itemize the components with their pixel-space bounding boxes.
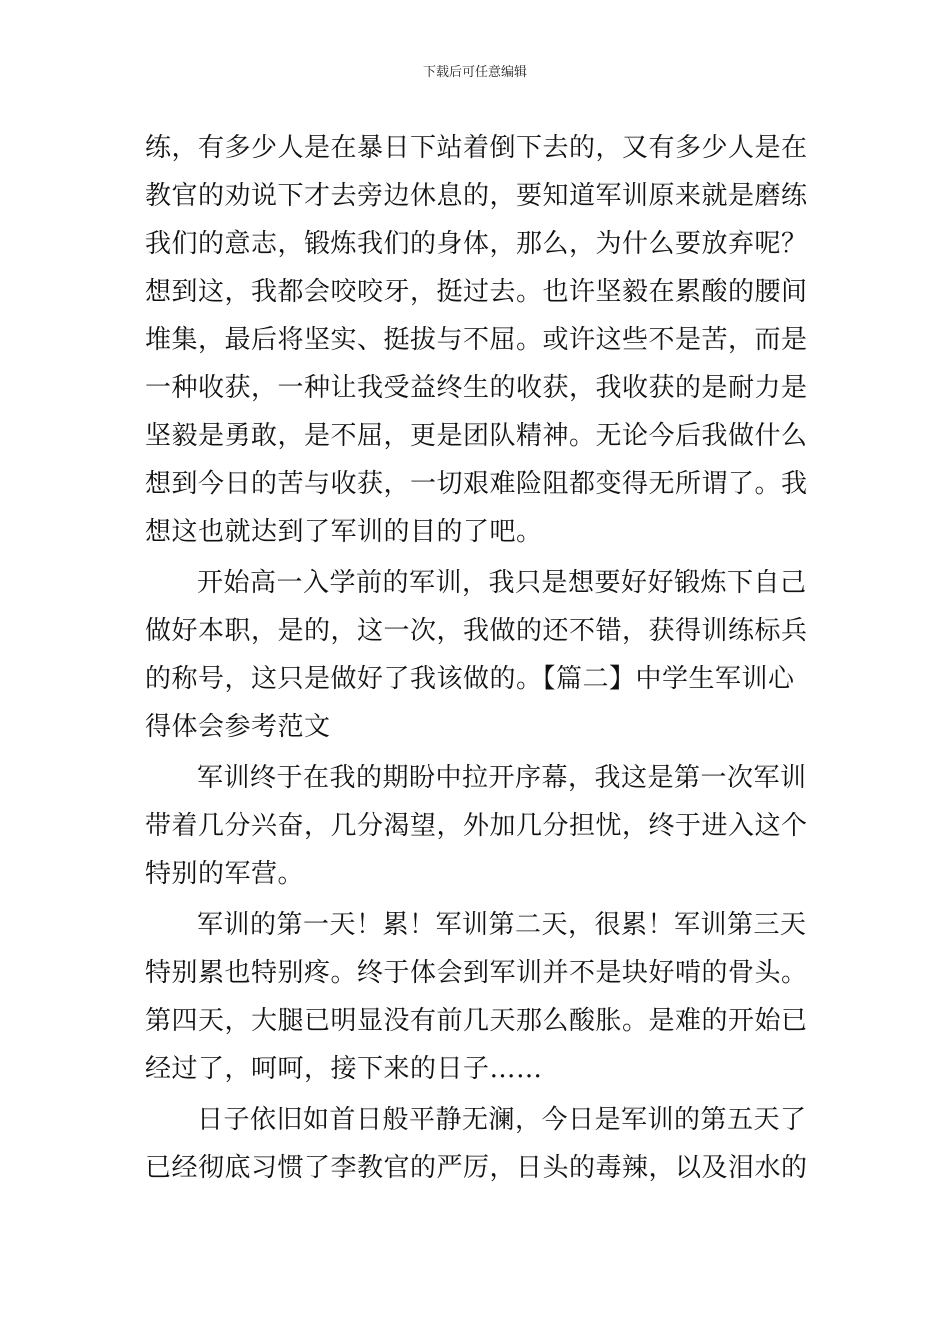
paragraph-1	[145, 124, 810, 556]
paragraph-2	[145, 559, 810, 751]
text-line: 坚毅是勇敢，是不屈，更是团队精神。无论今后我做什么	[145, 421, 808, 451]
text-line: 特别的军营。	[145, 859, 305, 889]
text-line: 教官的劝说下才去旁边休息的，要知道军训原来就是磨练	[145, 181, 808, 211]
paragraph-4	[145, 901, 810, 1093]
paragraph-5	[145, 1096, 810, 1192]
text-line: 经过了，呵呵，接下来的日子……	[145, 1054, 543, 1084]
text-line: 第四天，大腿已明显没有前几天那么酸胀。是难的开始已	[145, 1006, 808, 1036]
text-line: 的称号，这只是做好了我该做的。【篇二】中学生军训心	[145, 664, 795, 694]
text-line: 一种收获，一种让我受益终生的收获，我收获的是耐力是	[145, 373, 808, 403]
text-line: 军训的第一天！累！军训第二天，很累！军训第三天	[197, 910, 807, 940]
document-body	[145, 124, 810, 1192]
text-line: 想这也就达到了军训的目的了吧。	[145, 517, 543, 547]
text-line: 我们的意志，锻炼我们的身体，那么，为什么要放弃呢？	[145, 229, 808, 259]
text-line: 已经彻底习惯了李教官的严厉，日头的毒辣，以及泪水的	[145, 1153, 808, 1183]
page-header: 下载后可任意编辑	[422, 65, 527, 80]
text-line: 练，有多少人是在暴日下站着倒下去的，又有多少人是在	[145, 133, 808, 163]
text-line: 堆集，最后将坚实、挺拔与不屈。或许这些不是苦，而是	[145, 325, 808, 355]
text-line: 得体会参考范文	[145, 712, 331, 742]
text-line: 开始高一入学前的军训，我只是想要好好锻炼下自己	[197, 568, 807, 598]
text-line: 带着几分兴奋，几分渴望，外加几分担忧，终于进入这个	[145, 811, 808, 841]
text-line: 特别累也特别疼。终于体会到军训并不是块好啃的骨头。	[145, 958, 808, 988]
text-line: 日子依旧如首日般平静无澜，今日是军训的第五天了	[197, 1105, 807, 1135]
text-line: 军训终于在我的期盼中拉开序幕，我这是第一次军训	[197, 763, 807, 793]
paragraph-3	[145, 754, 810, 898]
text-line: 想到这，我都会咬咬牙，挺过去。也许坚毅在累酸的腰间	[145, 277, 808, 307]
text-line: 想到今日的苦与收获，一切艰难险阻都变得无所谓了。我	[145, 469, 808, 499]
text-line: 做好本职，是的，这一次，我做的还不错，获得训练标兵	[145, 616, 808, 646]
